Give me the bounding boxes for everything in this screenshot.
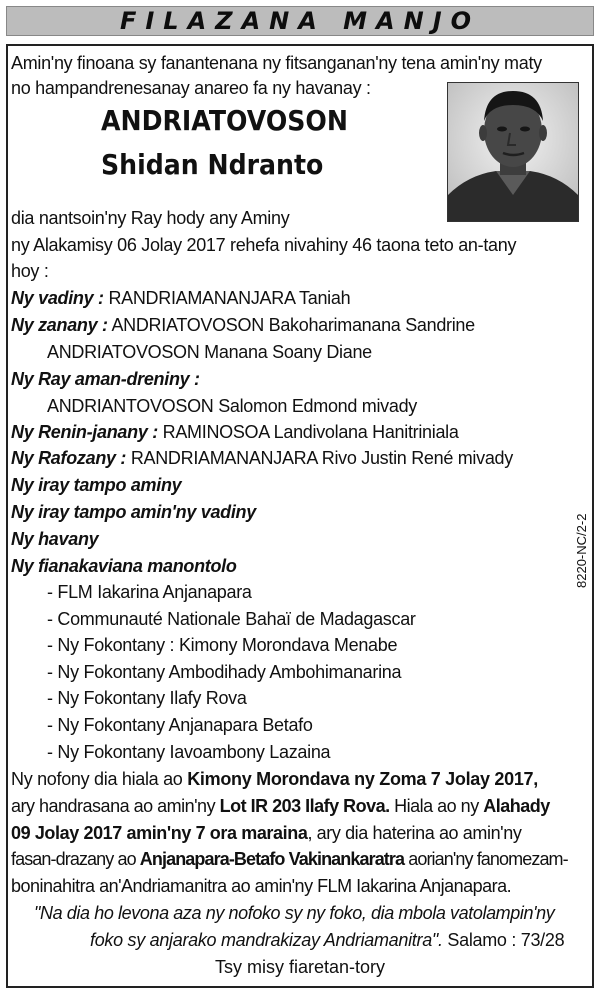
extra-family-4: Ny fianakaviana manontolo [11, 556, 237, 576]
verse-reference: Salamo : 73/28 [442, 930, 565, 950]
death-line-3: hoy : [11, 261, 49, 281]
funeral-highlight: Alahady [483, 796, 550, 816]
header [0, 0, 600, 40]
org-item: - Ny Fokontany : Kimony Morondava Menabe [47, 635, 398, 655]
org-item: - FLM Iakarina Anjanapara [47, 582, 252, 602]
funeral-text: Ny nofony dia hiala ao [11, 769, 188, 789]
inlaws-label: Ny Renin-janany : [11, 422, 158, 442]
rafozany-label: Ny Rafozany : [11, 448, 127, 468]
funeral-text: aorian'ny fanomezam- [404, 849, 568, 869]
closing-line: Tsy misy fiaretan-tory [214, 957, 386, 977]
funeral-line-1 [11, 768, 538, 790]
verse-line-1: "Na dia ho levona aza ny nofoko sy ny foko, dia mbola vatolampin'ny [34, 903, 555, 923]
header-band [6, 6, 594, 36]
portrait-image [448, 83, 578, 221]
org-item: - Ny Fokontany Ambodihady Ambohimanarina [47, 662, 402, 682]
child-2: ANDRIATOVOSON Manana Soany Diane [47, 342, 372, 362]
funeral-highlight: Lot IR 203 Ilafy Rova. [219, 796, 390, 816]
funeral-line-4 [11, 848, 568, 870]
children-row [11, 314, 475, 336]
spouse-name: RANDRIAMANANJARA Taniah [108, 288, 351, 308]
extra-family-1: Ny iray tampo aminy [11, 475, 182, 495]
funeral-highlight: 09 Jolay 2017 amin'ny 7 ora maraina [11, 823, 308, 843]
org-item: - Ny Fokontany Anjanapara Betafo [47, 715, 313, 735]
inlaws-name: RAMINOSOA Landivolana Hanitriniala [162, 422, 459, 442]
inlaws-row [11, 421, 459, 443]
deceased-photo [447, 82, 579, 222]
funeral-line-5: boninahitra an'Andriamanitra ao amin'ny FLM Iakarina Anjanapara. [11, 876, 512, 896]
extra-family-2: Ny iray tampo amin'ny vadiny [11, 502, 256, 522]
funeral-line-2 [11, 795, 550, 817]
funeral-highlight: Anjanapara-Betafo Vakinankaratra [139, 849, 405, 869]
funeral-text: fasan-drazany ao [11, 849, 140, 869]
funeral-highlight: Kimony Morondava ny Zoma 7 Jolay 2017, [187, 769, 538, 789]
intro-line-2: no hampandrenesanay anareo fa ny havanay : [11, 78, 371, 98]
funeral-text: , ary dia haterina ao amin'ny [307, 823, 522, 843]
death-line-2: ny Alakamisy 06 Jolay 2017 rehefa nivahiny 46 taona teto an-tany [11, 235, 517, 255]
verse-text: foko sy anjarako mandrakizay Andriamanitra". [90, 930, 443, 950]
intro-line-1: Amin'ny finoana sy fanantenana ny fitsanganan'ny tena amin'ny maty [11, 53, 542, 73]
siblings-label: Ny Ray aman-dreniny : [11, 369, 200, 389]
siblings-name: ANDRIANTOVOSON Salomon Edmond mivady [47, 396, 417, 416]
org-item: - Ny Fokontany Iavoambony Lazaina [47, 742, 331, 762]
extra-family-3: Ny havany [11, 529, 99, 549]
org-item: - Ny Fokontany Ilafy Rova [47, 688, 247, 708]
spouse-row [11, 287, 350, 309]
side-code: 8220-NC/2-2 [574, 513, 589, 588]
children-label: Ny zanany : [11, 315, 108, 335]
child-1: ANDRIATOVOSON Bakoharimanana Sandrine [111, 315, 475, 335]
deceased-given-name: Shidan Ndranto [101, 148, 324, 181]
funeral-text: ary handrasana ao amin'ny [11, 796, 220, 816]
funeral-line-3 [11, 822, 521, 844]
spouse-label: Ny vadiny : [11, 288, 104, 308]
rafozany-row [11, 447, 513, 469]
verse-line-2 [90, 929, 564, 951]
rafozany-name: RANDRIAMANANJARA Rivo Justin René mivady [130, 448, 513, 468]
org-item: - Communauté Nationale Bahaï de Madagascar [47, 609, 416, 629]
funeral-text: Hiala ao ny [389, 796, 484, 816]
deceased-surname: ANDRIATOVOSON [101, 104, 348, 137]
death-line-1: dia nantsoin'ny Ray hody any Aminy [11, 208, 290, 228]
header-title: FILAZANA MANJO [119, 7, 481, 35]
